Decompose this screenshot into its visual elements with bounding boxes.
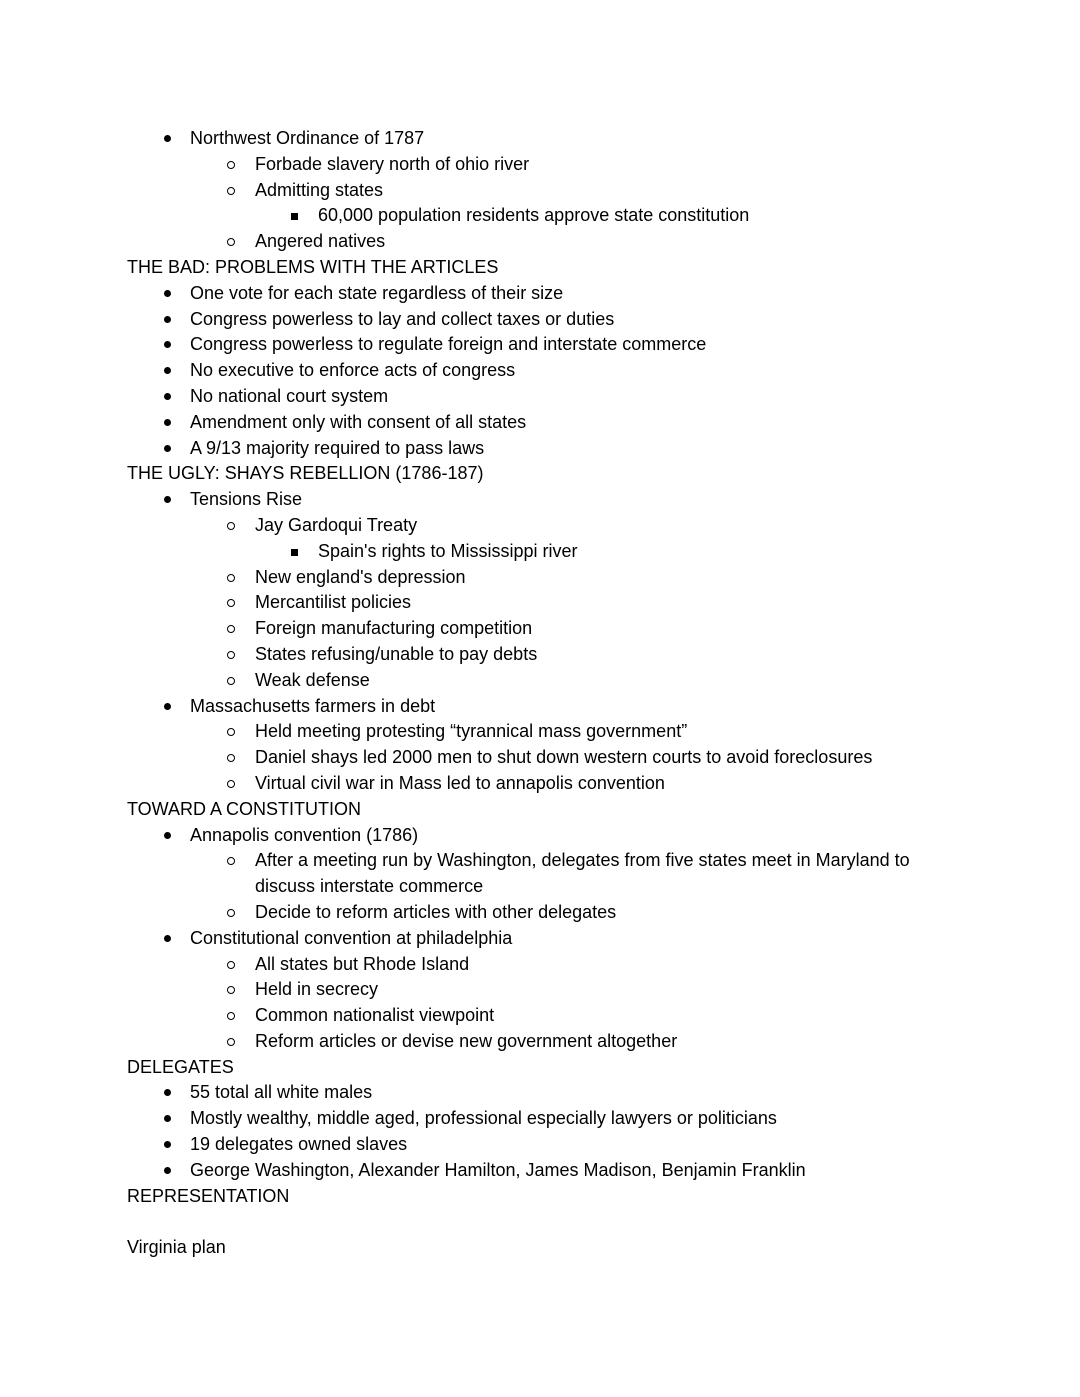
list-item <box>127 487 953 513</box>
list-item <box>127 410 953 436</box>
list-item <box>127 307 953 333</box>
section-heading <box>127 461 953 487</box>
section-heading-text: DELEGATES <box>127 1056 234 1077</box>
list-item <box>127 1029 953 1055</box>
list-item <box>127 281 953 307</box>
list-item <box>127 384 953 410</box>
circle-bullet-icon <box>227 238 235 246</box>
list-item <box>127 152 953 178</box>
list-item-text: 60,000 population residents approve state constitution <box>318 205 750 226</box>
list-item-text: Held meeting protesting “tyrannical mass government” <box>255 721 688 742</box>
disc-bullet-icon <box>164 1115 171 1122</box>
list-item <box>127 203 953 229</box>
disc-bullet-icon <box>164 316 171 323</box>
paragraph <box>127 1235 953 1261</box>
list-item <box>127 590 953 616</box>
disc-bullet-icon <box>164 703 171 710</box>
list-item <box>127 926 953 952</box>
disc-bullet-icon <box>164 496 171 503</box>
circle-bullet-icon <box>227 986 235 994</box>
list-item-text: All states but Rhode Island <box>255 953 470 974</box>
circle-bullet-icon <box>227 574 235 582</box>
circle-bullet-icon <box>227 961 235 969</box>
list-item <box>127 900 953 926</box>
list-item <box>127 745 953 771</box>
list-item-text: Forbade slavery north of ohio river <box>255 153 530 174</box>
list-item-text: States refusing/unable to pay debts <box>255 643 538 664</box>
list-item <box>127 513 953 539</box>
list-item <box>127 668 953 694</box>
list-item-text: Foreign manufacturing competition <box>255 618 533 639</box>
circle-bullet-icon <box>227 1012 235 1020</box>
list-item <box>127 848 953 900</box>
list-item-text: Congress powerless to lay and collect taxes or duties <box>190 308 615 329</box>
list-item-text: Constitutional convention at philadelphia <box>190 927 513 948</box>
list-item-text: Jay Gardoqui Treaty <box>255 514 418 535</box>
list-item-text: George Washington, Alexander Hamilton, James Madison, Benjamin Franklin <box>190 1159 806 1180</box>
list-item-text: Weak defense <box>255 669 370 690</box>
list-item <box>127 178 953 204</box>
circle-bullet-icon <box>227 651 235 659</box>
section-heading <box>127 1184 953 1210</box>
list-item <box>127 332 953 358</box>
disc-bullet-icon <box>164 832 171 839</box>
section-heading <box>127 1055 953 1081</box>
disc-bullet-icon <box>164 341 171 348</box>
list-item-text: Northwest Ordinance of 1787 <box>190 128 425 148</box>
list-item-text: After a meeting run by Washington, delegates from five states meet in Maryland to discuss interstate commerce <box>255 850 910 897</box>
circle-bullet-icon <box>227 1038 235 1046</box>
list-item <box>127 1132 953 1158</box>
list-item-text: Common nationalist viewpoint <box>255 1005 495 1026</box>
paragraph-text: Virginia plan <box>127 1237 226 1258</box>
blank-line <box>127 1209 953 1235</box>
circle-bullet-icon <box>227 857 235 865</box>
list-item-text: Massachusetts farmers in debt <box>190 695 436 716</box>
section-heading-text: TOWARD A CONSTITUTION <box>127 798 362 819</box>
list-item-text: Admitting states <box>255 179 384 200</box>
disc-bullet-icon <box>164 393 171 400</box>
list-item-text: Tensions Rise <box>190 489 303 510</box>
list-item-text: New england's depression <box>255 566 466 587</box>
list-item <box>127 229 953 255</box>
section-heading-text: THE UGLY: SHAYS REBELLION (1786-187) <box>127 463 484 484</box>
list-item <box>127 1158 953 1184</box>
list-item-text: 55 total all white males <box>190 1082 373 1103</box>
list-item-text: Reform articles or devise new government altogether <box>255 1030 678 1051</box>
disc-bullet-icon <box>164 1089 171 1096</box>
disc-bullet-icon <box>164 135 171 142</box>
circle-bullet-icon <box>227 780 235 788</box>
list-item-text: One vote for each state regardless of their size <box>190 282 564 303</box>
list-item <box>127 1003 953 1029</box>
disc-bullet-icon <box>164 290 171 297</box>
list-item-text: Virtual civil war in Mass led to annapolis convention <box>255 772 665 793</box>
disc-bullet-icon <box>164 1167 171 1174</box>
disc-bullet-icon <box>164 367 171 374</box>
list-item <box>127 358 953 384</box>
list-item-text: 19 delegates owned slaves <box>190 1134 408 1155</box>
circle-bullet-icon <box>227 522 235 530</box>
list-item-text: Mercantilist policies <box>255 592 412 613</box>
list-item <box>127 539 953 565</box>
list-item-text: No national court system <box>190 385 389 406</box>
circle-bullet-icon <box>227 625 235 633</box>
list-item-text: Amendment only with consent of all states <box>190 411 527 432</box>
list-item-text: Held in secrecy <box>255 979 379 1000</box>
section-heading <box>127 255 953 281</box>
list-item <box>127 823 953 849</box>
list-item <box>127 642 953 668</box>
list-item-text: Congress powerless to regulate foreign and interstate commerce <box>190 334 707 355</box>
disc-bullet-icon <box>164 935 171 942</box>
section-heading-text: REPRESENTATION <box>127 1185 290 1206</box>
list-item <box>127 719 953 745</box>
list-item-text: Angered natives <box>255 231 386 252</box>
disc-bullet-icon <box>164 1141 171 1148</box>
list-item-text: Annapolis convention (1786) <box>190 824 419 845</box>
circle-bullet-icon <box>227 187 235 195</box>
list-item-text: Daniel shays led 2000 men to shut down western courts to avoid foreclosures <box>255 747 873 768</box>
circle-bullet-icon <box>227 677 235 685</box>
disc-bullet-icon <box>164 445 171 452</box>
circle-bullet-icon <box>227 754 235 762</box>
section-heading-text: THE BAD: PROBLEMS WITH THE ARTICLES <box>127 256 499 277</box>
list-item <box>127 694 953 720</box>
list-item-text: Decide to reform articles with other delegates <box>255 901 617 922</box>
list-item <box>127 616 953 642</box>
list-item <box>127 1080 953 1106</box>
circle-bullet-icon <box>227 728 235 736</box>
circle-bullet-icon <box>227 161 235 169</box>
list-item <box>127 952 953 978</box>
square-bullet-icon <box>291 549 298 556</box>
circle-bullet-icon <box>227 909 235 917</box>
list-item-text: No executive to enforce acts of congress <box>190 360 516 381</box>
list-item <box>127 436 953 462</box>
list-item-text: Mostly wealthy, middle aged, professional especially lawyers or politicians <box>190 1108 777 1129</box>
list-item <box>127 126 953 152</box>
disc-bullet-icon <box>164 419 171 426</box>
list-item-text: A 9/13 majority required to pass laws <box>190 437 485 458</box>
list-item <box>127 565 953 591</box>
circle-bullet-icon <box>227 599 235 607</box>
list-item <box>127 977 953 1003</box>
list-item <box>127 1106 953 1132</box>
list-item <box>127 771 953 797</box>
square-bullet-icon <box>291 213 298 220</box>
section-heading <box>127 797 953 823</box>
list-item-text: Spain's rights to Mississippi river <box>318 540 578 561</box>
